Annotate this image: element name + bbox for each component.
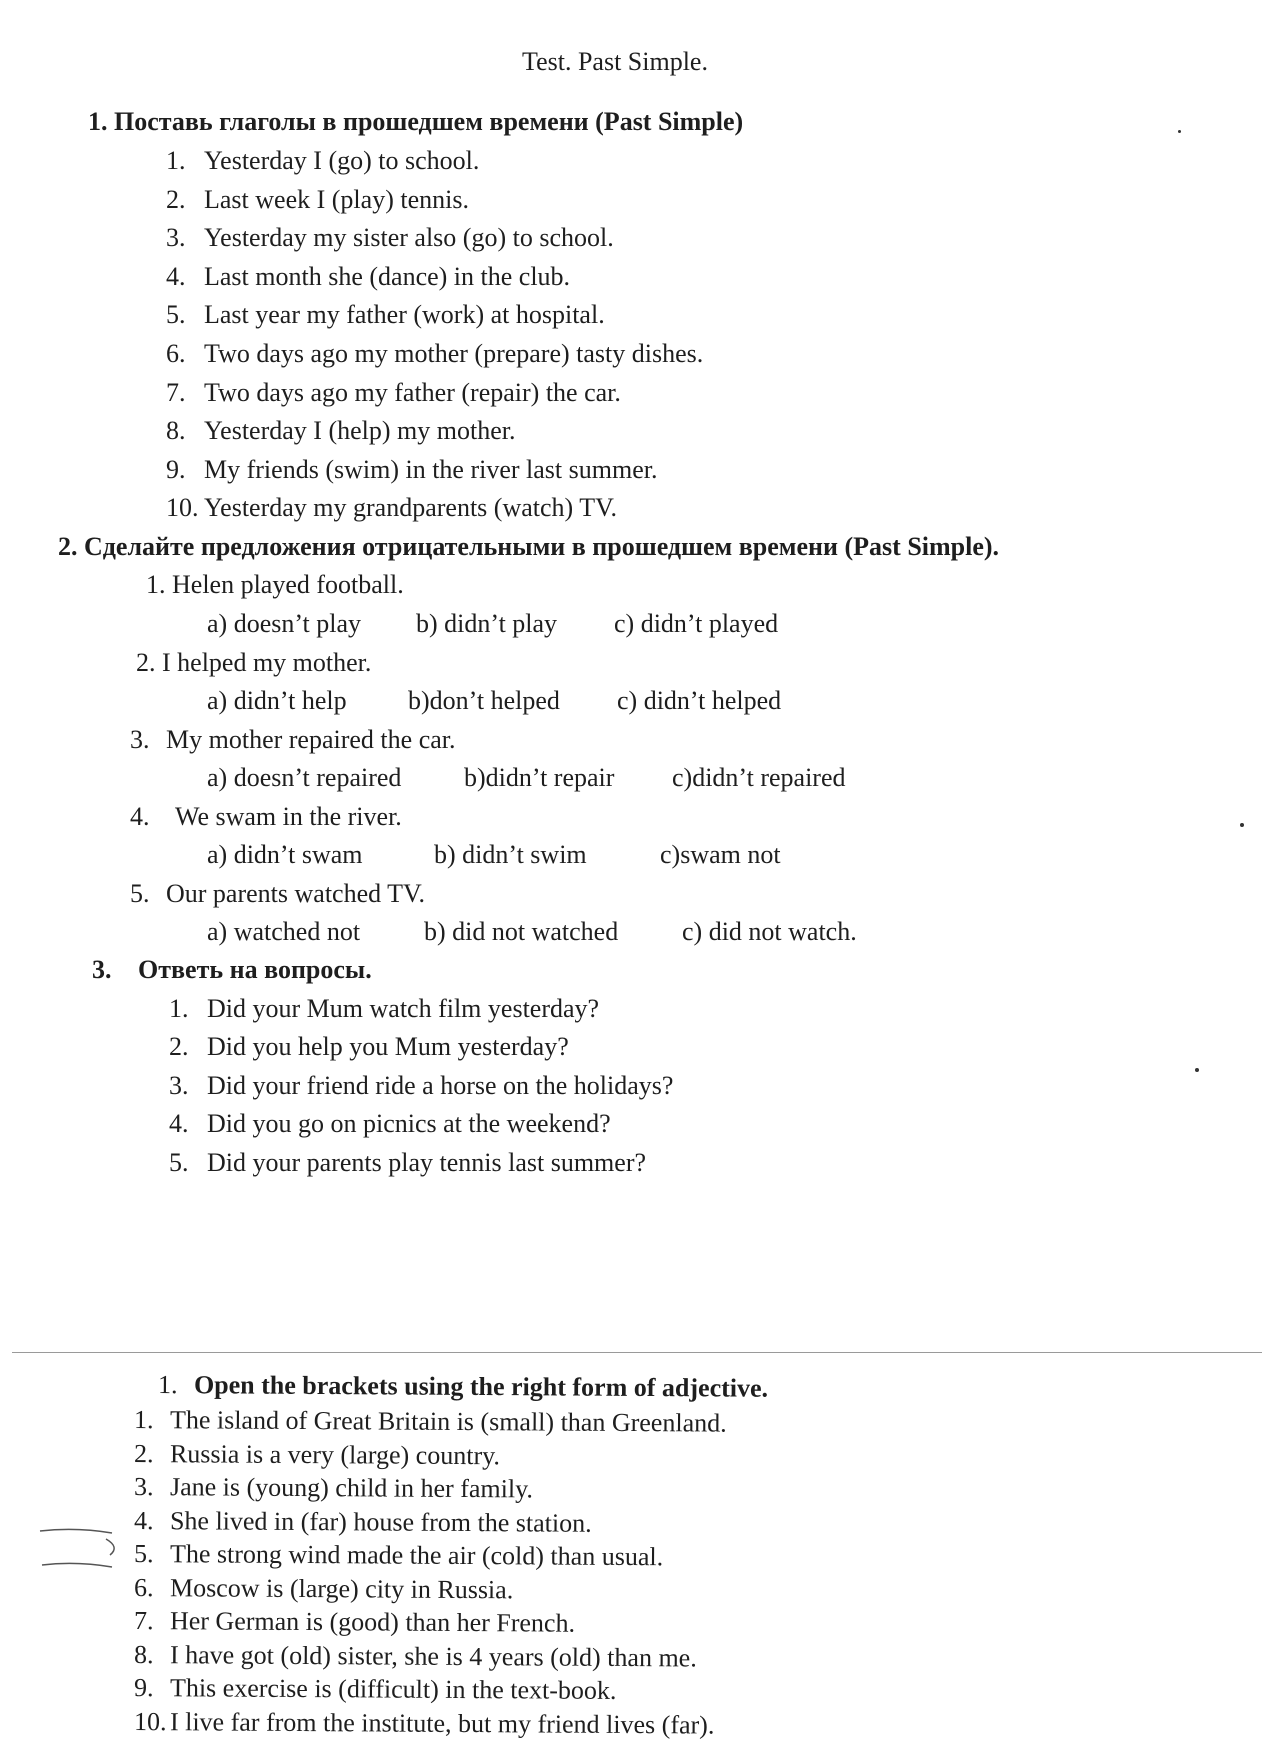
item-text: My mother repaired the car. bbox=[166, 725, 456, 754]
pencil-mark-icon bbox=[36, 1525, 126, 1575]
item-number: 4. bbox=[166, 262, 186, 291]
list-item bbox=[166, 146, 479, 176]
item-number: 7. bbox=[133, 1606, 154, 1636]
item-number: 3. bbox=[130, 725, 150, 754]
item-text: The island of Great Britain is (small) than Greenland. bbox=[169, 1405, 727, 1438]
item-text: Yesterday my grandparents (watch) TV. bbox=[204, 493, 618, 522]
section4-number: 1. bbox=[157, 1370, 178, 1400]
item-number: 1. bbox=[166, 146, 186, 175]
section3-heading bbox=[92, 955, 372, 985]
list-item bbox=[130, 802, 402, 832]
item-number: 10. bbox=[133, 1707, 167, 1737]
item-number: 1. bbox=[169, 994, 189, 1023]
item-text: My friends (swim) in the river last summer. bbox=[204, 455, 658, 484]
item-text: Helen played football. bbox=[172, 570, 404, 599]
list-item bbox=[166, 416, 515, 446]
item-text: She lived in (far) house from the station. bbox=[169, 1506, 592, 1538]
item-text: I have got (old) sister, she is 4 years (old) than me. bbox=[169, 1640, 697, 1673]
item-number: 9. bbox=[133, 1673, 154, 1703]
item-number: 9. bbox=[166, 455, 186, 484]
item-number: 5. bbox=[133, 1539, 154, 1569]
list-item bbox=[166, 223, 614, 253]
item-number: 2. bbox=[169, 1032, 189, 1061]
list-item bbox=[166, 262, 570, 292]
list-item bbox=[166, 455, 657, 485]
scan-speck bbox=[1178, 130, 1181, 133]
item-number: 5. bbox=[130, 879, 150, 908]
section4-heading bbox=[158, 1370, 768, 1404]
item-text: We swam in the river. bbox=[175, 802, 402, 831]
list-item bbox=[134, 1707, 715, 1741]
item-number: 2. bbox=[133, 1439, 154, 1469]
item-text: Last week I (play) tennis. bbox=[204, 185, 469, 214]
item-text: Her German is (good) than her French. bbox=[169, 1606, 576, 1638]
item-text: Did your parents play tennis last summer? bbox=[207, 1148, 647, 1177]
list-item bbox=[136, 648, 371, 678]
item-text: Two days ago my mother (prepare) tasty dishes. bbox=[204, 339, 704, 368]
list-item bbox=[134, 1439, 500, 1471]
item-number: 6. bbox=[166, 339, 186, 368]
item-text: Jane is (young) child in her family. bbox=[169, 1472, 534, 1504]
option-b: b)don’t helped bbox=[408, 686, 560, 715]
section2-heading: 2. Сделайте предложения отрицательными в прошедшем времени (Past Simple). bbox=[58, 532, 1000, 561]
list-item bbox=[166, 493, 617, 523]
option-c: c) did not watch. bbox=[682, 917, 857, 946]
item-number: 4. bbox=[130, 802, 150, 831]
option-b: b)didn’t repair bbox=[464, 763, 615, 792]
option-c: c)didn’t repaired bbox=[672, 763, 846, 792]
item-text: Yesterday I (help) my mother. bbox=[204, 416, 516, 445]
option-b: b) did not watched bbox=[424, 917, 619, 946]
list-item bbox=[134, 1606, 575, 1639]
list-item bbox=[134, 1640, 697, 1673]
item-text: Did you help you Mum yesterday? bbox=[207, 1032, 569, 1061]
item-text: Our parents watched TV. bbox=[166, 879, 425, 908]
section1-heading: 1. Поставь глаголы в прошедшем времени (Past Simple) bbox=[88, 107, 744, 136]
option-b: b) didn’t swim bbox=[434, 840, 587, 869]
list-item bbox=[130, 725, 456, 755]
list-item bbox=[134, 1673, 617, 1706]
item-number: 2. bbox=[136, 648, 156, 677]
paper-cut-line bbox=[12, 1352, 1262, 1353]
list-item bbox=[134, 1506, 592, 1539]
option-a: a) doesn’t play bbox=[207, 609, 362, 638]
page-title: Test. Past Simple. bbox=[522, 47, 708, 76]
item-text: I helped my mother. bbox=[162, 648, 372, 677]
option-a: a) didn’t swam bbox=[207, 840, 363, 869]
item-number: 4. bbox=[169, 1109, 189, 1138]
item-number: 4. bbox=[133, 1506, 154, 1536]
item-text: Last year my father (work) at hospital. bbox=[204, 300, 605, 329]
item-text: Did you go on picnics at the weekend? bbox=[207, 1109, 611, 1138]
item-number: 8. bbox=[166, 416, 186, 445]
list-item bbox=[169, 1109, 611, 1139]
list-item bbox=[134, 1539, 663, 1572]
item-text: Yesterday I (go) to school. bbox=[204, 146, 480, 175]
item-text: I live far from the institute, but my friend lives (far). bbox=[169, 1707, 715, 1740]
list-item bbox=[166, 185, 469, 215]
item-text: This exercise is (difficult) in the text-book. bbox=[169, 1673, 617, 1705]
option-b: b) didn’t play bbox=[416, 609, 558, 638]
option-c: c) didn’t played bbox=[614, 609, 779, 638]
list-item bbox=[166, 378, 621, 408]
item-number: 8. bbox=[133, 1640, 154, 1670]
option-c: c)swam not bbox=[660, 840, 781, 869]
option-c: c) didn’t helped bbox=[617, 686, 782, 715]
list-item bbox=[169, 1032, 569, 1062]
item-text: Did your Mum watch film yesterday? bbox=[207, 994, 600, 1023]
list-item bbox=[169, 1148, 646, 1178]
item-number: 3. bbox=[133, 1472, 154, 1502]
item-text: Yesterday my sister also (go) to school. bbox=[204, 223, 614, 252]
item-text: Moscow is (large) city in Russia. bbox=[169, 1573, 514, 1605]
list-item bbox=[169, 1071, 673, 1101]
item-number: 1. bbox=[133, 1405, 154, 1435]
item-number: 6. bbox=[133, 1573, 154, 1603]
item-text: The strong wind made the air (cold) than usual. bbox=[169, 1539, 664, 1572]
scan-speck bbox=[1240, 823, 1244, 827]
item-number: 10. bbox=[166, 493, 199, 522]
item-number: 1. bbox=[146, 570, 166, 599]
item-number: 7. bbox=[166, 378, 186, 407]
item-number: 2. bbox=[166, 185, 186, 214]
option-a: a) doesn’t repaired bbox=[207, 763, 402, 792]
section3-title: Ответь на вопросы. bbox=[138, 955, 372, 984]
item-number: 3. bbox=[166, 223, 186, 252]
option-a: a) watched not bbox=[207, 917, 361, 946]
item-text: Last month she (dance) in the club. bbox=[204, 262, 571, 291]
section4-title: Open the brackets using the right form of adjective. bbox=[193, 1370, 769, 1403]
item-number: 3. bbox=[169, 1071, 189, 1100]
item-number: 5. bbox=[166, 300, 186, 329]
list-item bbox=[146, 570, 404, 600]
item-text: Russia is a very (large) country. bbox=[169, 1439, 501, 1471]
section3-number: 3. bbox=[92, 955, 112, 984]
scan-speck bbox=[1195, 1068, 1199, 1072]
list-item bbox=[166, 339, 703, 369]
option-a: a) didn’t help bbox=[207, 686, 347, 715]
list-item bbox=[166, 300, 605, 330]
list-item bbox=[134, 1405, 727, 1439]
item-text: Did your friend ride a horse on the holidays? bbox=[207, 1071, 674, 1100]
list-item bbox=[169, 994, 599, 1024]
item-text: Two days ago my father (repair) the car. bbox=[204, 378, 621, 407]
list-item bbox=[134, 1472, 533, 1504]
list-item bbox=[134, 1573, 513, 1605]
list-item bbox=[130, 879, 425, 909]
item-number: 5. bbox=[169, 1148, 189, 1177]
